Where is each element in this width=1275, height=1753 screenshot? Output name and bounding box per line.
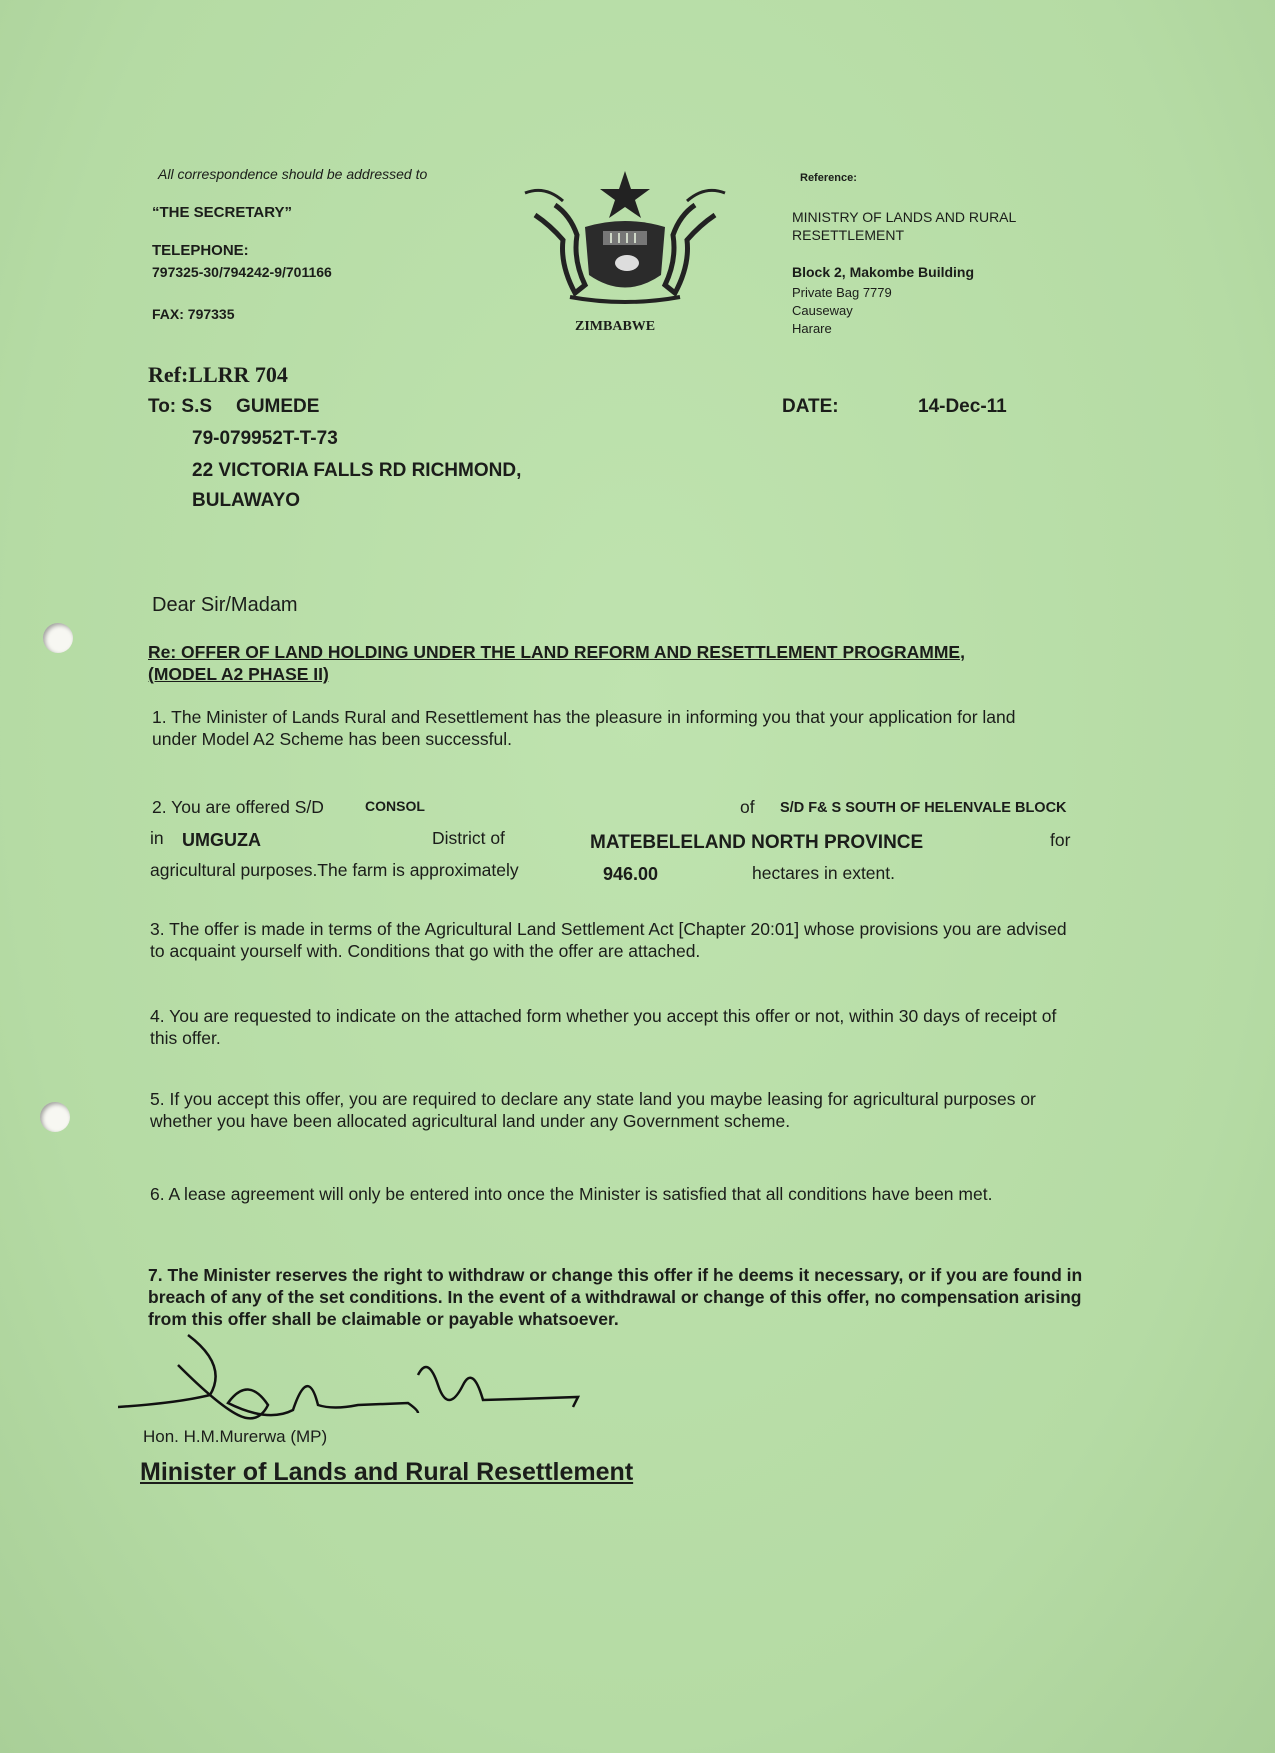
parent-block: S/D F& S SOUTH OF HELENVALE BLOCK: [780, 800, 1067, 816]
salutation: Dear Sir/Madam: [152, 594, 298, 616]
punch-hole: [40, 1102, 70, 1132]
province-name: MATEBELELAND NORTH PROVINCE: [590, 832, 924, 853]
paragraph-5: 5. If you accept this offer, you are required to declare any state land you maybe leasing for agricultural purposes or whether you have been allocated agricultural land under any Government scheme.: [150, 1089, 1036, 1131]
farm-name: CONSOL: [365, 798, 425, 814]
recipient-city: BULAWAYO: [192, 490, 301, 511]
signatory-name: Hon. H.M.Murerwa (MP): [143, 1427, 328, 1446]
offer-intro: 2. You are offered S/D: [152, 797, 324, 817]
paragraph-1: 1. The Minister of Lands Rural and Resettlement has the pleasure in informing you that your application for land under Model A2 Scheme has been successful.: [152, 707, 1016, 749]
district-name: UMGUZA: [182, 830, 261, 850]
coat-of-arms-icon: [515, 165, 735, 315]
correspondence-note: All correspondence should be addressed to: [158, 166, 428, 182]
paragraph-4: 4. You are requested to indicate on the attached form whether you accept this offer or not, within 30 days of receipt of this offer.: [150, 1006, 1057, 1048]
punch-hole: [43, 623, 73, 653]
ministry-name: MINISTRY OF LANDS AND RURAL RESETTLEMENT: [792, 209, 1016, 243]
for-text: for: [1050, 830, 1071, 850]
farm-area: 946.00: [603, 864, 659, 884]
secretary-heading: “THE SECRETARY”: [152, 204, 293, 221]
hectares-text: hectares in extent.: [752, 863, 895, 883]
signatory-title: Minister of Lands and Rural Resettlement: [140, 1458, 634, 1486]
address-line: Harare: [792, 321, 832, 336]
reference-number: Ref:LLRR 704: [148, 362, 288, 387]
recipient-street: 22 VICTORIA FALLS RD RICHMOND,: [192, 460, 522, 481]
letter-date: 14-Dec-11: [918, 396, 1007, 417]
building-name: Block 2, Makombe Building: [792, 264, 975, 280]
recipient-surname: GUMEDE: [236, 396, 320, 417]
paragraph-6: 6. A lease agreement will only be entered into once the Minister is satisfied that all conditions have been met.: [150, 1184, 993, 1204]
address-line: Causeway: [792, 303, 853, 318]
telephone-label: TELEPHONE:: [152, 242, 249, 259]
paragraph-7: 7. The Minister reserves the right to withdraw or change this offer if he deems it necessary, or if you are found in breach of any of the set conditions. In the event of a withdrawal or change of this offer, no compensation arising from this offer shall be claimable or payable whatsoever.: [148, 1265, 1083, 1329]
address-line: Private Bag 7779: [792, 285, 892, 300]
recipient-id-number: 79-079952T-T-73: [192, 428, 338, 449]
country-label: ZIMBABWE: [575, 319, 656, 334]
in-text: in: [150, 828, 164, 848]
paragraph-3: 3. The offer is made in terms of the Agricultural Land Settlement Act [Chapter 20:01] whose provisions you are advised to acquaint yourself with. Conditions that go with the offer are attached.: [150, 919, 1067, 961]
postal-address: [792, 284, 892, 338]
district-of-text: District of: [432, 828, 505, 848]
signature-icon: [118, 1325, 678, 1435]
agricultural-purpose-text: agricultural purposes.The farm is approximately: [150, 860, 519, 880]
recipient-initials: To: S.S: [148, 396, 213, 417]
subject-text: Re: OFFER OF LAND HOLDING UNDER THE LAND REFORM AND RESETTLEMENT PROGRAMME, (MODEL A2 PHASE II): [148, 642, 965, 684]
telephone-numbers: 797325-30/794242-9/701166: [152, 264, 332, 280]
of-text: of: [740, 797, 755, 817]
reference-label: Reference:: [800, 172, 857, 184]
recipient-line: [148, 396, 319, 418]
subject-line: [148, 641, 998, 685]
date-label: DATE:: [782, 396, 839, 417]
fax-number: FAX: 797335: [152, 306, 235, 322]
